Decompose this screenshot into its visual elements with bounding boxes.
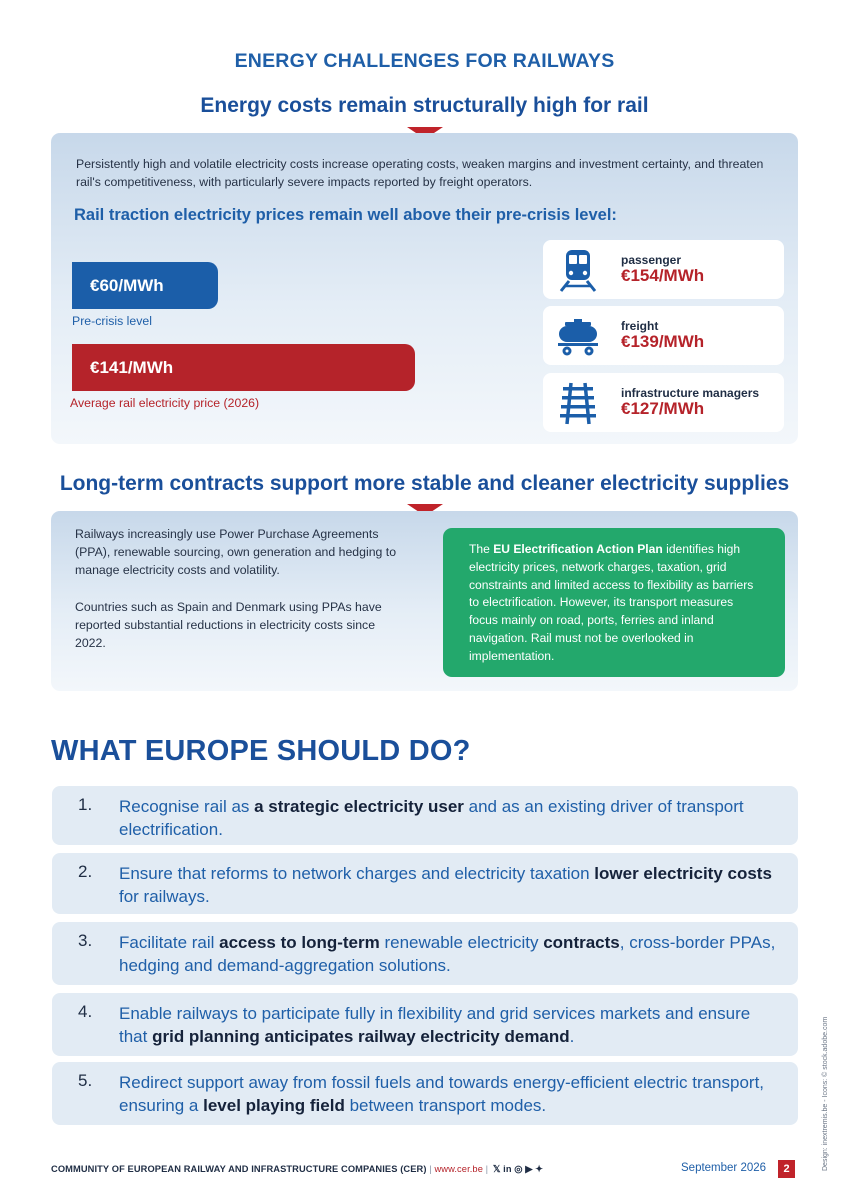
segment-label: freight (621, 319, 659, 333)
contracts-para-1: Railways increasingly use Power Purchase Agreements (PPA), renewable sourcing, own generation and hedging to manage electricity costs and volatility. (75, 527, 397, 578)
railway-track-icon (555, 381, 601, 425)
segment-value: €139/MWh (621, 332, 705, 351)
segment-card-passenger (543, 240, 784, 299)
section-title-contracts: Long-term contracts support more stable and cleaner electricity supplies (59, 472, 790, 495)
action-item: 2. Ensure that reforms to network charges and electricity taxation lower electricity costs for railways. (52, 853, 798, 914)
section-title-costs: Energy costs remain structurally high for rail (200, 94, 649, 117)
segment-card-freight (543, 306, 784, 365)
social-icons[interactable]: 𝕏 in ◎ ▶ ✦ (492, 1164, 544, 1174)
prices-heading: Rail traction electricity prices remain well above their pre-crisis level: (74, 206, 617, 224)
average-price-value: €141/MWh (90, 357, 174, 377)
action-item: 5. Redirect support away from fossil fuels and towards energy-efficient electric transport, ensuring a level playing field between transport modes. (52, 1062, 798, 1125)
pre-crisis-value: €60/MWh (90, 275, 164, 295)
train-icon (555, 248, 601, 292)
segment-label: infrastructure managers (621, 386, 760, 400)
tank-wagon-icon (555, 314, 601, 358)
page-title: ENERGY CHALLENGES FOR RAILWAYS (234, 50, 615, 72)
design-credit: Design: inextremis.be - Icons: © stock.adobe.com (822, 1016, 829, 1171)
footer-date: September 2026 (681, 1162, 767, 1174)
contracts-text (75, 525, 400, 652)
website-link[interactable]: www.cer.be (434, 1164, 483, 1174)
actions-title: WHAT EUROPE SHOULD DO? (51, 735, 471, 767)
costs-intro: Persistently high and volatile electricity costs increase operating costs, weaken margins and investment certainty, and threaten rail's competitiveness, with particularly severe impacts reported by freight operators. (76, 157, 764, 189)
average-price-bar (72, 344, 415, 391)
average-price-caption: Average rail electricity price (2026) (70, 396, 260, 410)
footer: COMMUNITY OF EUROPEAN RAILWAY AND INFRASTRUCTURE COMPANIES (CER) | www.cer.be | 𝕏 in ◎ ▶ ✦ (51, 1164, 544, 1174)
action-item: 4. Enable railways to participate fully in flexibility and grid services markets and ensure that grid planning anticipates railway electricity demand. (52, 993, 798, 1056)
action-item: 1. Recognise rail as a strategic electricity user and as an existing driver of transport electrification. (52, 786, 798, 845)
pre-crisis-caption: Pre-crisis level (72, 314, 152, 328)
eu-action-plan-name: EU Electrification Action Plan (493, 542, 663, 556)
contracts-para-2: Countries such as Spain and Denmark using PPAs have reported substantial reductions in electricity costs since 2022. (75, 599, 382, 651)
footer-org: COMMUNITY OF EUROPEAN RAILWAY AND INFRASTRUCTURE COMPANIES (CER) (51, 1164, 427, 1174)
page-number: 2 (778, 1160, 795, 1178)
segment-value: €154/MWh (621, 266, 705, 285)
segment-label: passenger (621, 253, 682, 267)
segment-card-infrastructure (543, 373, 784, 432)
pre-crisis-bar (72, 262, 218, 309)
eu-action-plan-box: The EU Electrification Action Plan identifies high electricity prices, network charges, taxation, grid constraints and limited access to flexibility as barriers to electrification. However, its transport measures focus mainly on road, ports, ferries and inland navigation. Rail must not be overlooked in implementation. (443, 528, 785, 677)
segment-value: €127/MWh (621, 399, 705, 418)
action-item: 3. Facilitate rail access to long-term renewable electricity contracts, cross-border PPAs, hedging and demand-aggregation solutions. (52, 922, 798, 985)
